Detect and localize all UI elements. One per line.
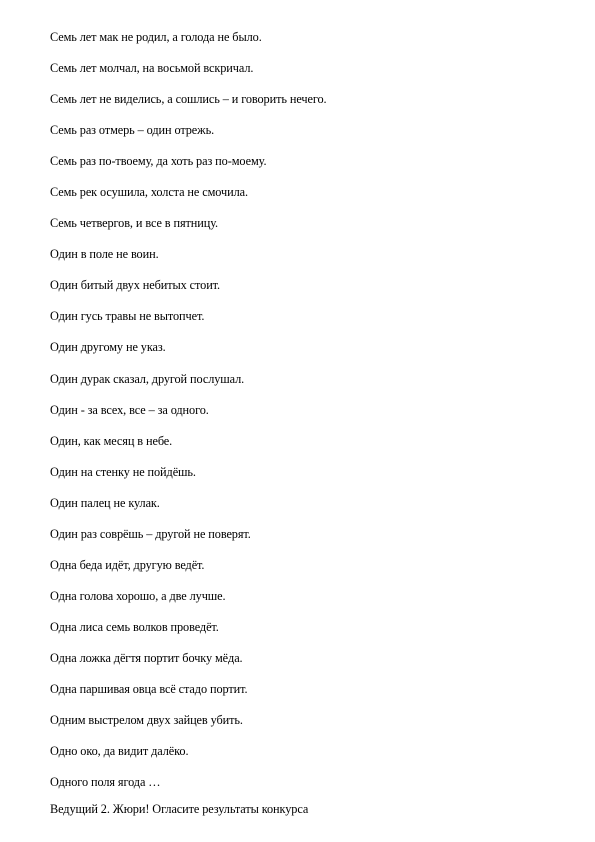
proverb-line: Семь лет не виделись, а сошлись – и говорить нечего.	[50, 92, 327, 107]
proverb-line: Одно око, да видит далёко.	[50, 744, 189, 759]
proverb-list	[50, 29, 580, 805]
proverb-line: Семь четвергов, и все в пятницу.	[50, 216, 219, 231]
proverb-line: Одна паршивая овца всё стадо портит.	[50, 681, 248, 696]
proverb-line: Одна голова хорошо, а две лучше.	[50, 588, 226, 603]
proverb-line: Один раз соврёшь – другой не поверят.	[50, 526, 251, 541]
proverb-line: Один битый двух небитых стоит.	[50, 278, 221, 293]
proverb-line: Один, как месяц в небе.	[50, 433, 173, 448]
proverb-line: Одна лиса семь волков проведёт.	[50, 619, 219, 634]
proverb-line: Один на стенку не пойдёшь.	[50, 464, 196, 479]
proverb-line: Семь раз отмерь – один отрежь.	[50, 123, 215, 138]
proverb-line: Один дурак сказал, другой послушал.	[50, 371, 245, 386]
proverb-line: Семь раз по-твоему, да хоть раз по-моему.	[50, 154, 267, 169]
proverb-line: Один палец не кулак.	[50, 495, 160, 510]
proverb-line: Одна ложка дёгтя портит бочку мёда.	[50, 650, 243, 665]
proverb-line: Один другому не указ.	[50, 340, 166, 355]
proverb-line: Одна беда идёт, другую ведёт.	[50, 557, 205, 572]
proverb-line: Семь рек осушила, холста не смочила.	[50, 185, 248, 200]
proverb-line: Семь лет молчал, на восьмой вскричал.	[50, 61, 254, 76]
proverb-line: Один гусь травы не вытопчет.	[50, 309, 205, 324]
host-announcement: Ведущий 2. Жюри! Огласите результаты конкурса	[50, 802, 309, 816]
proverb-line: Семь лет мак не родил, а голода не было.	[50, 30, 262, 44]
proverb-line: Один - за всех, все – за одного.	[50, 402, 209, 417]
proverb-line: Одним выстрелом двух зайцев убить.	[50, 713, 243, 728]
proverb-line: Один в поле не воин.	[50, 247, 159, 262]
proverb-line: Одного поля ягода …	[50, 775, 161, 790]
